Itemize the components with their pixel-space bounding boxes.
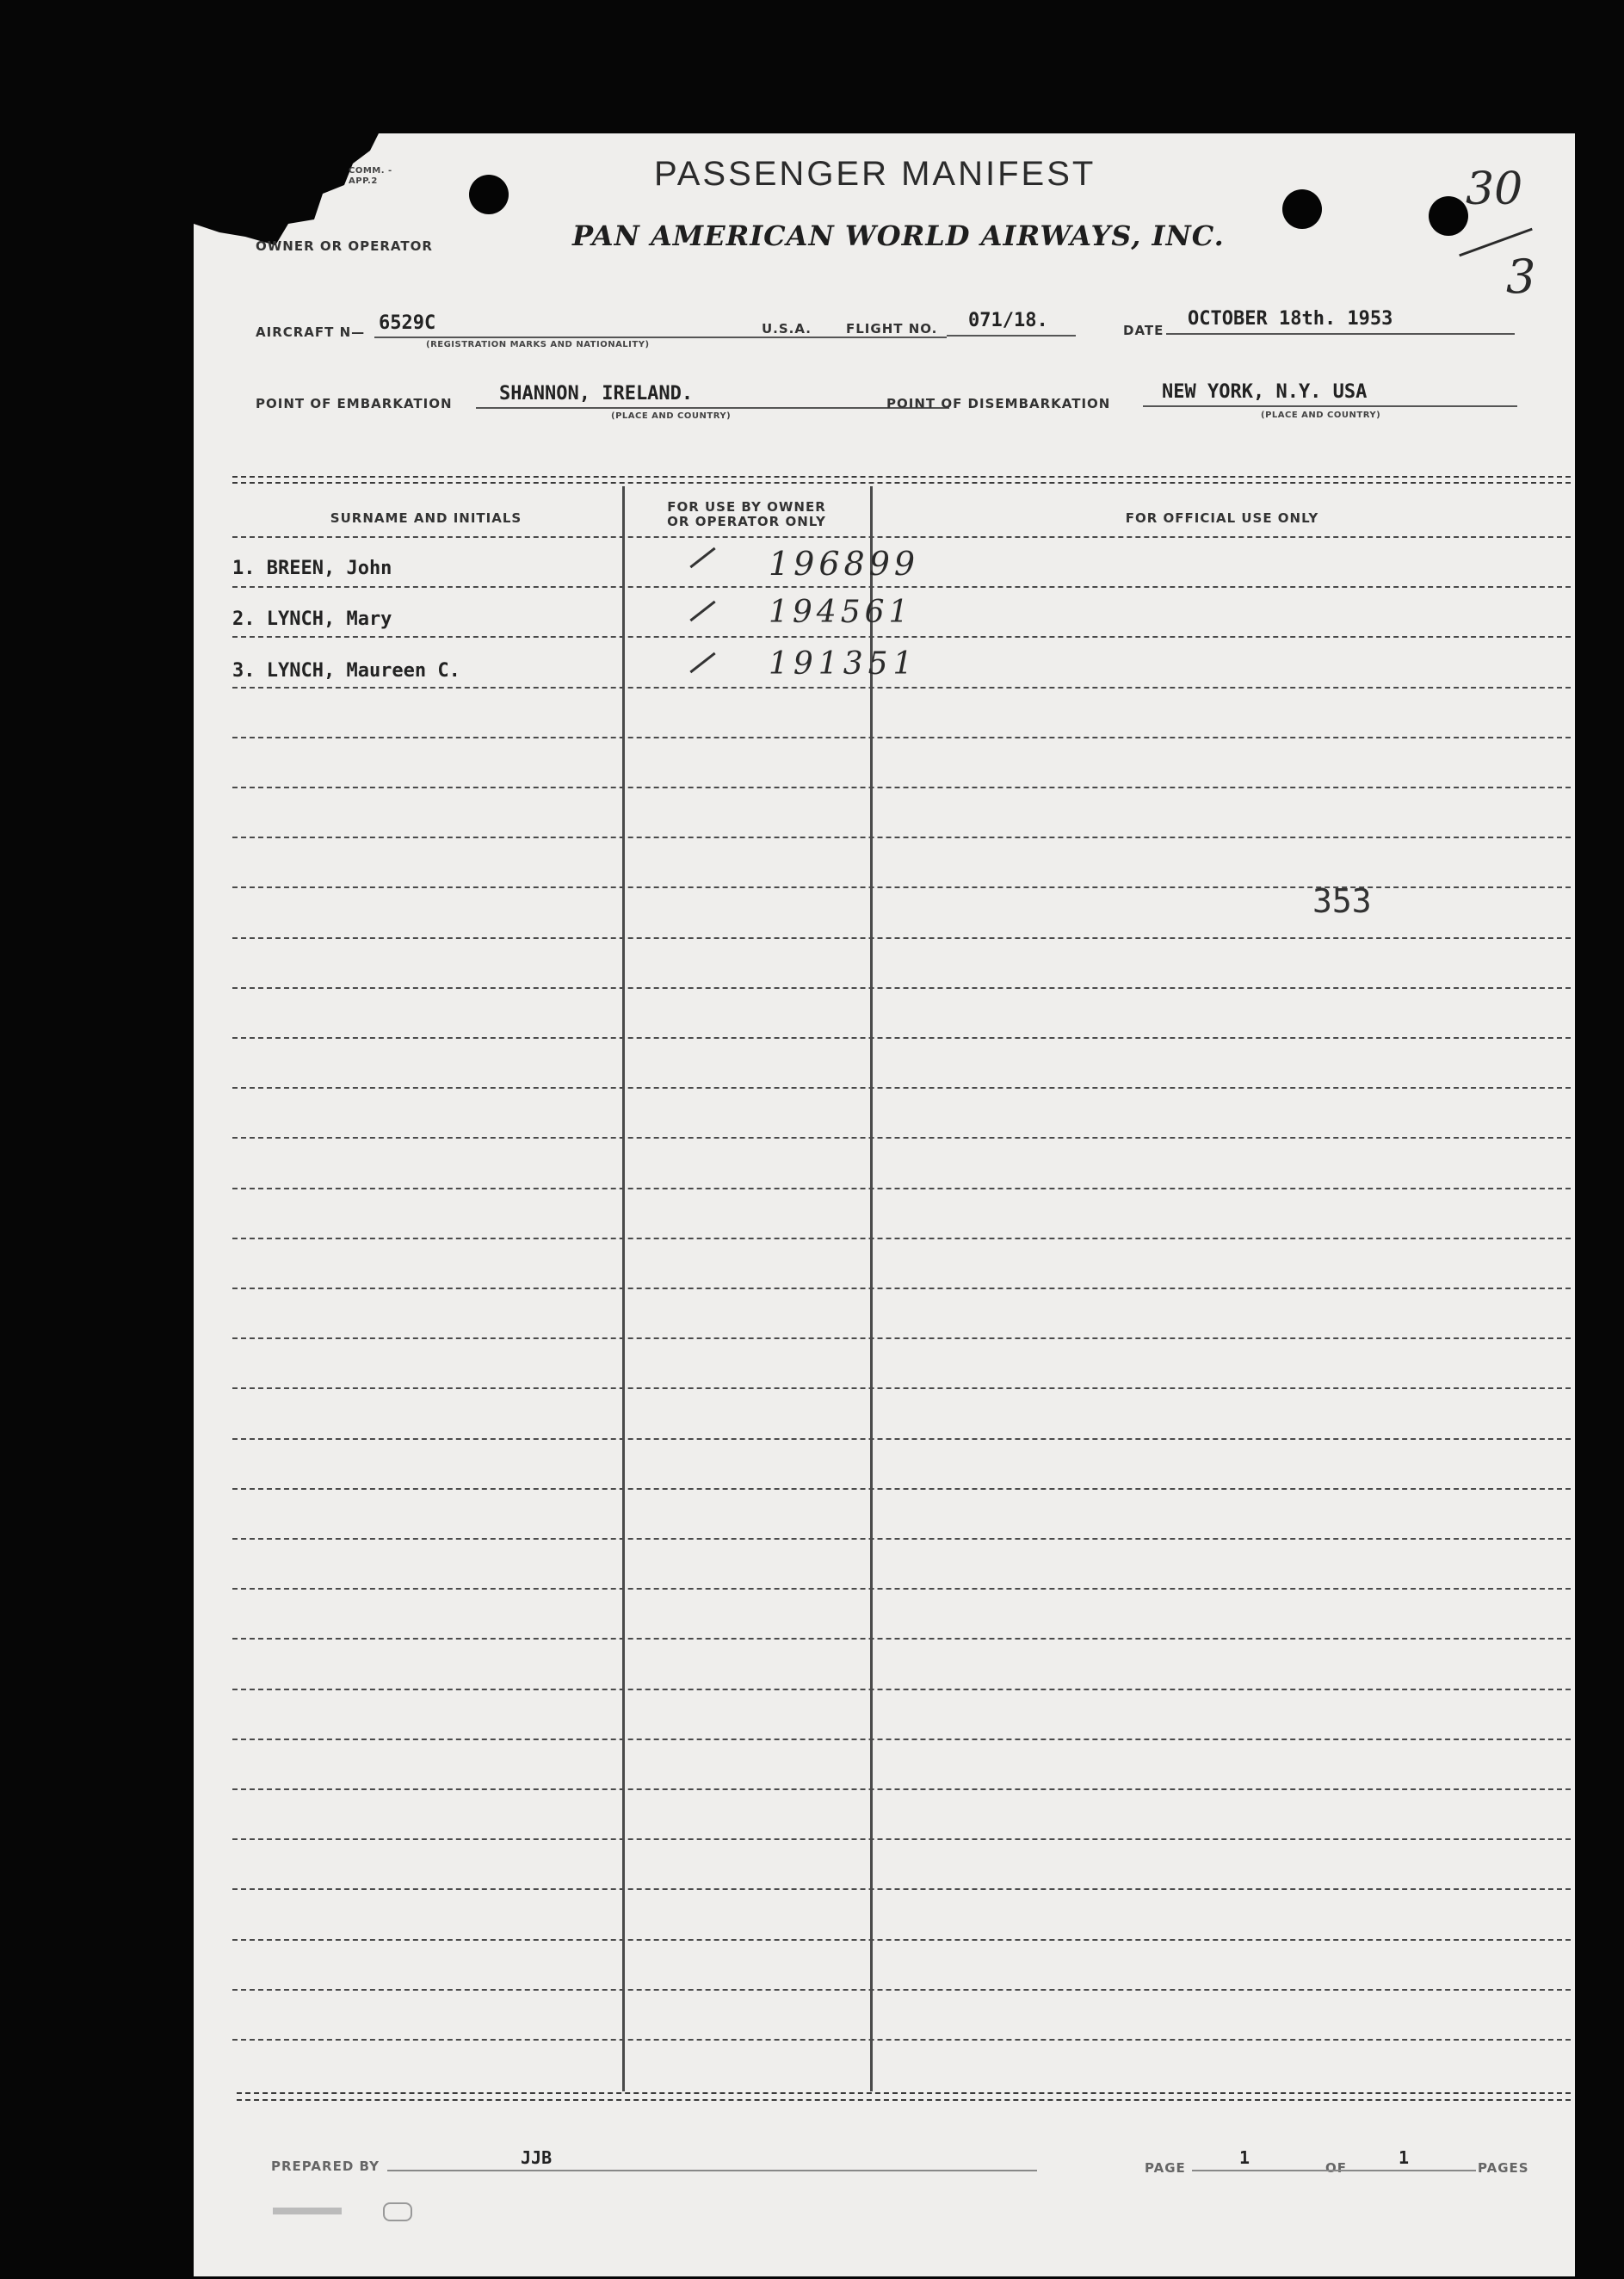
table-bottom-rule-2 bbox=[237, 2099, 1571, 2101]
ticket-number-2: 194561 bbox=[769, 595, 913, 630]
ticket-number-1: 196899 bbox=[769, 545, 920, 583]
table-row-rule bbox=[232, 1438, 1571, 1440]
punch-hole-right bbox=[1429, 196, 1468, 236]
table-row-rule bbox=[232, 636, 1571, 638]
disembark-sublabel: (PLACE AND COUNTRY) bbox=[1261, 411, 1381, 420]
footer-smudge bbox=[273, 2208, 342, 2214]
official-note: 353 bbox=[1312, 882, 1372, 920]
disembark-value: NEW YORK, N.Y. USA bbox=[1162, 381, 1368, 403]
date-value: OCTOBER 18th. 1953 bbox=[1188, 308, 1393, 330]
table-row-rule bbox=[232, 1238, 1571, 1239]
embark-label: POINT OF EMBARKATION bbox=[256, 396, 453, 411]
pages-label: PAGES bbox=[1478, 2160, 1529, 2176]
corner-note-bottom: 3 bbox=[1506, 250, 1536, 304]
prepared-underline bbox=[387, 2170, 1037, 2171]
flight-label: FLIGHT NO. bbox=[846, 321, 938, 337]
airline-name: PAN AMERICAN WORLD AIRWAYS, INC. bbox=[572, 219, 1225, 252]
col-head-official: FOR OFFICIAL USE ONLY bbox=[1125, 510, 1319, 526]
table-row-rule bbox=[232, 1939, 1571, 1941]
table-row-rule bbox=[232, 1288, 1571, 1289]
check-mark-3 bbox=[689, 652, 715, 674]
corner-note-top: 30 bbox=[1466, 164, 1523, 215]
prepared-value: JJB bbox=[521, 2147, 553, 2168]
table-row-rule bbox=[232, 1137, 1571, 1139]
table-row-rule bbox=[232, 687, 1571, 689]
flight-underline bbox=[947, 335, 1076, 337]
aircraft-value: 6529C bbox=[379, 312, 436, 334]
table-bottom-rule-1 bbox=[237, 2092, 1571, 2094]
embark-underline bbox=[476, 407, 949, 409]
footer-stamp-mark bbox=[383, 2202, 412, 2221]
usa-label: U.S.A. bbox=[762, 321, 812, 337]
disembark-underline bbox=[1143, 405, 1517, 407]
embark-sublabel: (PLACE AND COUNTRY) bbox=[611, 411, 732, 421]
punch-hole-middle bbox=[1282, 189, 1322, 229]
table-row-rule bbox=[232, 1689, 1571, 1690]
table-row-rule bbox=[232, 1989, 1571, 1991]
pages-value: 1 bbox=[1399, 2147, 1410, 2168]
col-head-owner-use-1: FOR USE BY OWNER bbox=[667, 499, 826, 515]
table-row-rule bbox=[232, 1788, 1571, 1790]
aircraft-underline bbox=[374, 337, 947, 338]
table-row-rule bbox=[232, 1188, 1571, 1189]
table-row-rule bbox=[232, 1387, 1571, 1389]
table-row-rule bbox=[232, 1037, 1571, 1039]
prepared-label: PREPARED BY bbox=[271, 2159, 380, 2174]
table-row-rule bbox=[232, 837, 1571, 838]
table-row-rule bbox=[232, 1888, 1571, 1890]
table-row-rule bbox=[232, 937, 1571, 939]
date-label: DATE bbox=[1123, 323, 1164, 338]
ticket-number-3: 191351 bbox=[769, 646, 918, 682]
date-underline bbox=[1166, 333, 1515, 335]
table-row-rule bbox=[232, 1538, 1571, 1540]
aircraft-label: AIRCRAFT N— bbox=[256, 324, 366, 340]
form-title: PASSENGER MANIFEST bbox=[654, 155, 1096, 193]
flight-value: 071/18. bbox=[968, 310, 1048, 331]
passenger-line-3: 3. LYNCH, Maureen C. bbox=[232, 660, 460, 682]
page-underline bbox=[1192, 2170, 1476, 2171]
of-label: OF bbox=[1325, 2160, 1347, 2176]
table-row-rule bbox=[232, 2039, 1571, 2041]
table-row-rule bbox=[232, 1588, 1571, 1590]
table-row-rule bbox=[232, 586, 1571, 588]
form-code: COMM. -APP.2 bbox=[349, 166, 392, 186]
disembark-label: POINT OF DISEMBARKATION bbox=[886, 396, 1111, 411]
table-row-rule bbox=[232, 1838, 1571, 1840]
col-head-owner-use-2: OR OPERATOR ONLY bbox=[667, 514, 826, 529]
manifest-sheet bbox=[194, 133, 1575, 2276]
col-head-surname: SURNAME AND INITIALS bbox=[330, 510, 522, 526]
table-row-rule bbox=[232, 787, 1571, 788]
passenger-line-1: 1. BREEN, John bbox=[232, 558, 392, 579]
passenger-line-2: 2. LYNCH, Mary bbox=[232, 608, 392, 630]
table-top-rule-1 bbox=[232, 476, 1571, 478]
embark-value: SHANNON, IRELAND. bbox=[499, 383, 694, 405]
table-row-rule bbox=[232, 536, 1571, 538]
table-row-rule bbox=[232, 1739, 1571, 1740]
table-row-rule bbox=[232, 1488, 1571, 1490]
table-row-rule bbox=[232, 1638, 1571, 1640]
table-top-rule-2 bbox=[232, 482, 1571, 484]
page-value: 1 bbox=[1239, 2147, 1250, 2168]
owner-label: OWNER OR OPERATOR bbox=[256, 238, 433, 254]
page-label: PAGE bbox=[1145, 2160, 1186, 2176]
check-mark-1 bbox=[689, 547, 715, 569]
aircraft-sublabel: (REGISTRATION MARKS AND NATIONALITY) bbox=[426, 340, 650, 349]
table-row-rule bbox=[232, 1337, 1571, 1339]
table-row-rule bbox=[232, 1087, 1571, 1089]
table-row-rule bbox=[232, 987, 1571, 989]
check-mark-2 bbox=[689, 601, 715, 622]
table-row-rule bbox=[232, 737, 1571, 738]
punch-hole-left bbox=[469, 175, 509, 214]
